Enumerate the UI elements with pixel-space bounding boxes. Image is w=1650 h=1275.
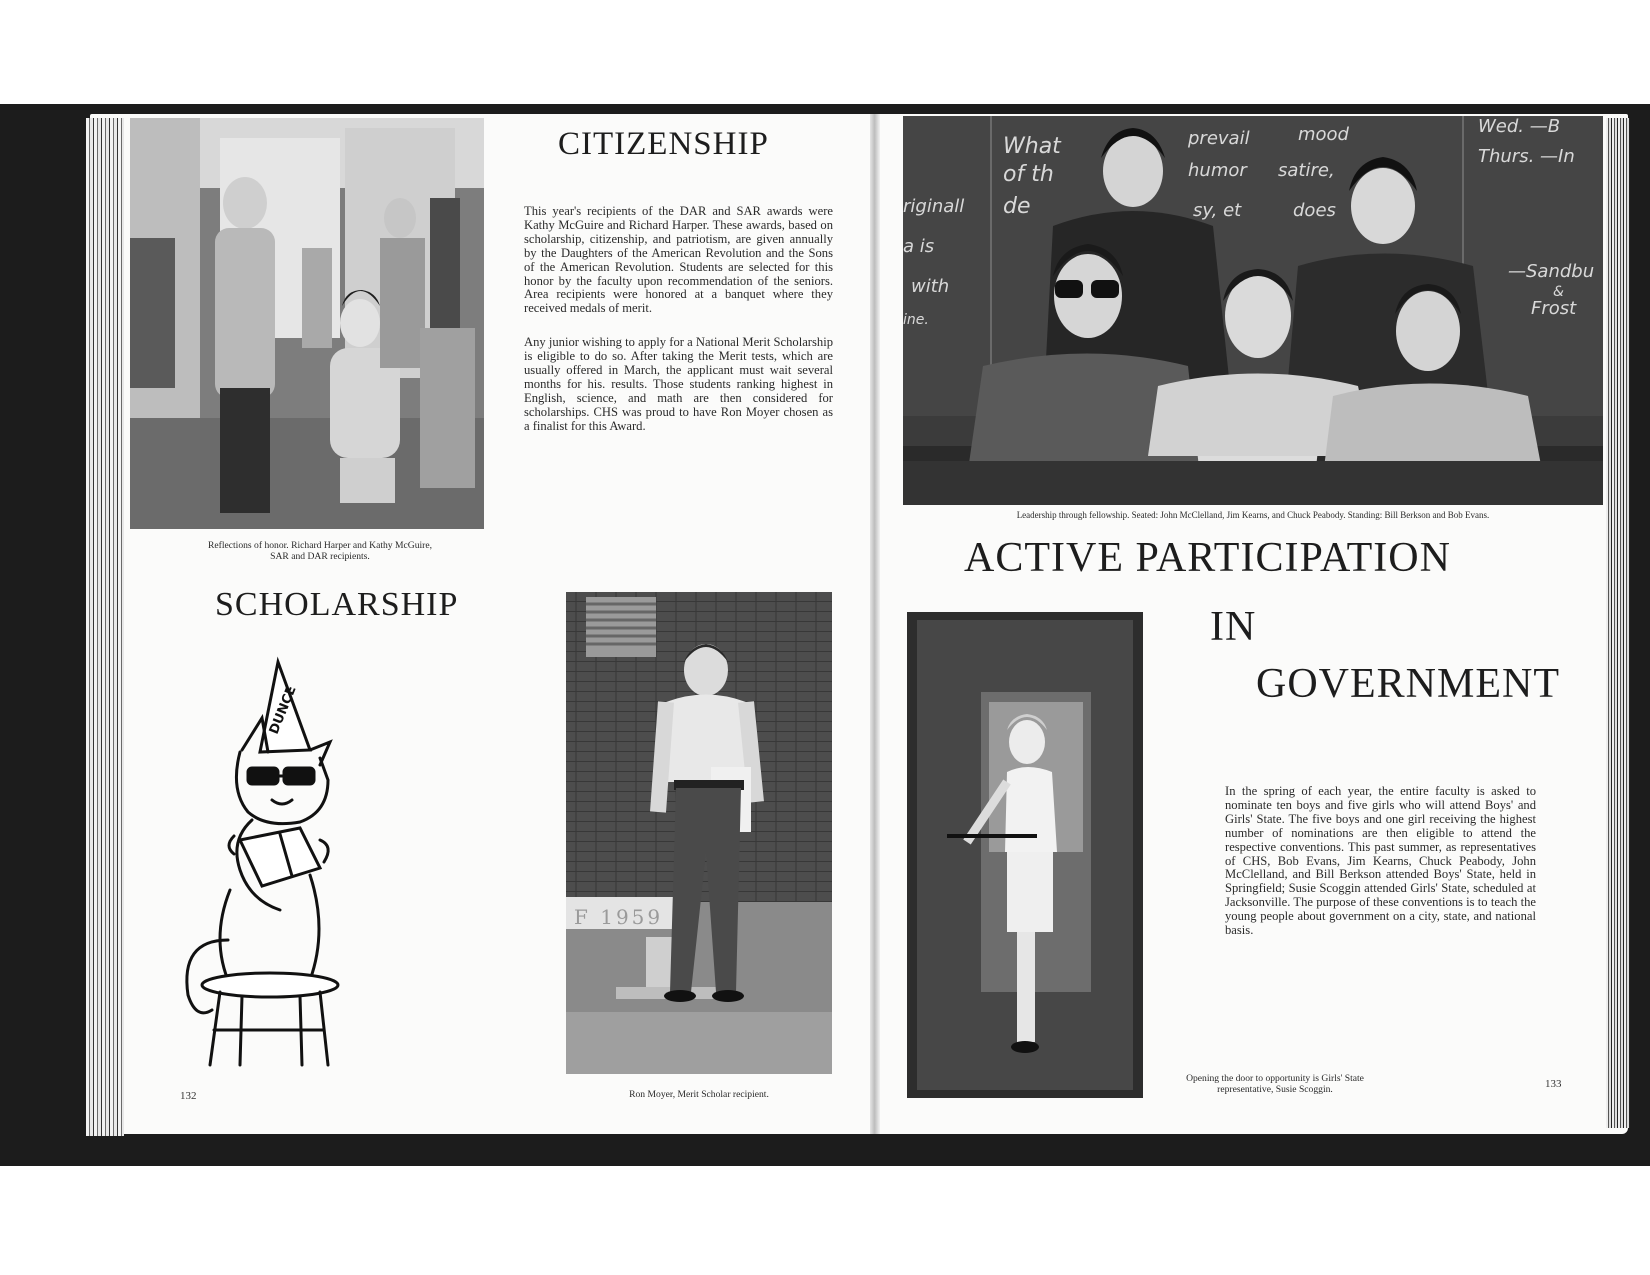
door-caption-line1: Opening the door to opportunity is Girls' State bbox=[1186, 1073, 1364, 1084]
chalk-word: humor bbox=[1188, 160, 1247, 181]
headline-line1: ACTIVE PARTICIPATION bbox=[964, 535, 1451, 581]
dunce-cap-text: DUNCE bbox=[266, 683, 300, 737]
door-photo bbox=[907, 612, 1143, 1098]
door-caption-line2: representative, Susie Scoggin. bbox=[1217, 1084, 1333, 1095]
chalk-word: de bbox=[1003, 194, 1031, 219]
group-photo bbox=[903, 116, 1603, 505]
chalk-word: What bbox=[1003, 134, 1061, 159]
chalk-word: Thurs. —In bbox=[1478, 146, 1575, 167]
chalk-word: —Sandbu bbox=[1508, 261, 1595, 282]
honor-caption-line1: Reflections of honor. Richard Harper and Kathy McGuire, bbox=[207, 540, 433, 551]
scholarship-heading: SCHOLARSHIP bbox=[215, 586, 459, 623]
citizenship-heading: CITIZENSHIP bbox=[558, 126, 769, 162]
honor-caption-line2: SAR and DAR recipients. bbox=[270, 551, 370, 562]
citizenship-text bbox=[524, 205, 833, 454]
chalk-word: mood bbox=[1298, 124, 1349, 145]
merit-paragraph: Any junior wishing to apply for a National Merit Scholarship is eligible to do so. After taking the Merit tests, which are usually offered in March, the applicant must wait several months for his. results. Those students ranking highest in English, science, and math are then considered for scholarships. CHS was proud to have Ron Moyer chosen as a finalist for this Award. bbox=[524, 335, 833, 433]
chalk-word: a is bbox=[903, 236, 935, 257]
chalk-word: Wed. —B bbox=[1478, 116, 1561, 137]
moyer-photo-caption: Ron Moyer, Merit Scholar recipient. bbox=[629, 1089, 769, 1100]
chalk-word: sy, et bbox=[1193, 200, 1242, 221]
honor-photo-image bbox=[130, 118, 484, 529]
monument-sign-text: F 1959 bbox=[574, 905, 664, 929]
chalk-word: of th bbox=[1003, 162, 1054, 187]
left-page-edges bbox=[86, 118, 124, 1136]
chalk-word: satire, bbox=[1278, 160, 1335, 181]
door-photo-caption bbox=[1160, 1073, 1390, 1095]
government-text: In the spring of each year, the entire faculty is asked to nominate ten boys and five girls who will attend Boys' and Girls' State. The five boys and one girl receiving the highest number of nominations are then eligible to attend the respective conventions. This past summer, as representatives of CHS, Bob Evans, Jim Kearns, Chuck Peabody, John McClelland, and Bill Berkson attended Boys' State, held in Springfield; Susie Scoggin attended Girls' State, scheduled at Jacksonville. The purpose of these conventions is to teach the young people about government on a city, state, and national basis. bbox=[1225, 784, 1536, 938]
chalk-word: with bbox=[911, 276, 950, 297]
moyer-photo bbox=[566, 592, 832, 1074]
chalk-word: prevail bbox=[1188, 128, 1250, 149]
book-gutter bbox=[870, 114, 880, 1134]
page-number-left: 132 bbox=[180, 1090, 197, 1102]
chalk-word: riginall bbox=[903, 196, 965, 217]
citizenship-paragraph: This year's recipients of the DAR and SAR awards were Kathy McGuire and Richard Harper. These awards, based on scholarship, citizenship, and patriotism, are given annually by the Daughters of the American Revolution and the Sons of the American Revolution. Students are selected for this honor by the faculty upon recommendation of the seniors. Area recipients were honored at a banquet where they received medals of merit. bbox=[524, 204, 833, 316]
honor-photo bbox=[130, 118, 484, 529]
honor-photo-caption bbox=[150, 540, 490, 562]
right-page-edges bbox=[1606, 118, 1630, 1128]
chalk-word: & bbox=[1553, 284, 1564, 300]
headline-line3: GOVERNMENT bbox=[1256, 661, 1560, 707]
door-photo-image bbox=[907, 612, 1143, 1098]
chalk-word: Frost bbox=[1531, 298, 1577, 319]
chalk-word: does bbox=[1293, 200, 1336, 221]
chalk-word: ine. bbox=[903, 312, 929, 328]
group-photo-caption: Leadership through fellowship. Seated: John McClelland, Jim Kearns, and Chuck Peabody. Standing: Bill Berkson and Bob Evans. bbox=[1016, 510, 1490, 520]
cat-illustration bbox=[170, 640, 380, 1070]
headline-line2: IN bbox=[1210, 604, 1257, 650]
page-number-right: 133 bbox=[1545, 1078, 1562, 1090]
dunce-cat-drawing bbox=[170, 640, 380, 1070]
moyer-photo-image bbox=[566, 592, 832, 1074]
